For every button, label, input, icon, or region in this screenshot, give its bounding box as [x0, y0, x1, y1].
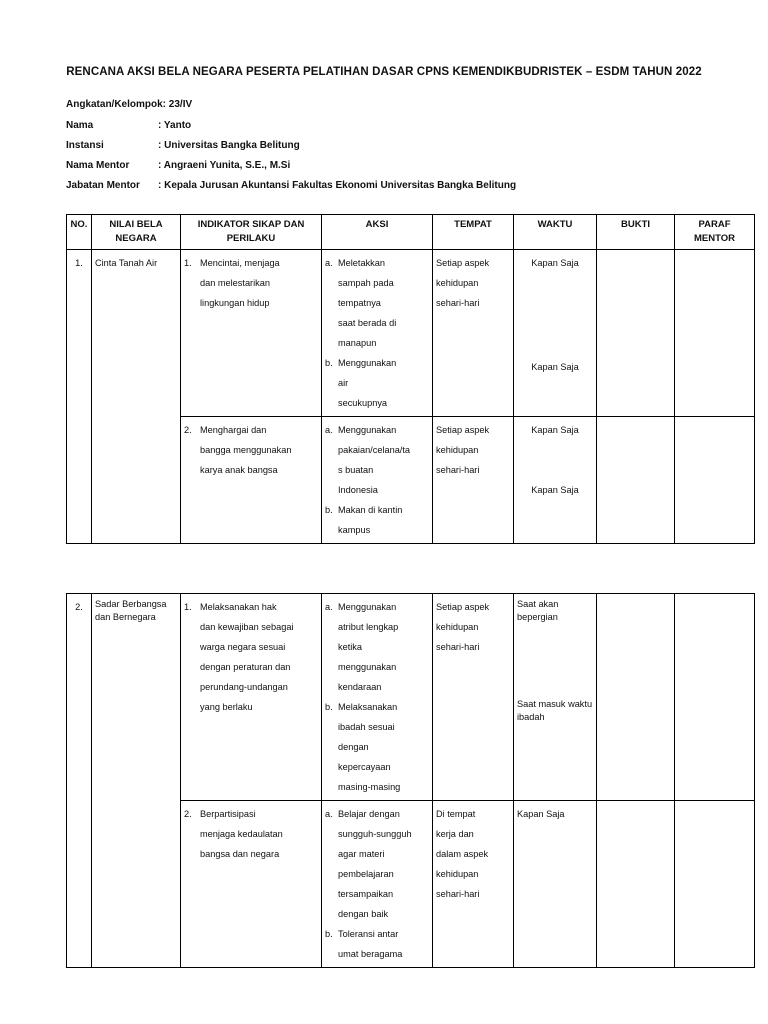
header-tempat: TEMPAT — [433, 215, 514, 250]
header-no: NO. — [67, 215, 92, 250]
indikator-cell: 1. Melaksanakan hak dan kewajiban sebagai warga negara sesuai dengan peraturan dan perundang-undangan yang berlaku — [181, 594, 322, 801]
action-plan-table-2 — [66, 593, 755, 968]
paraf-cell — [675, 801, 755, 968]
waktu-cell: Kapan Saja Kapan Saja — [514, 250, 597, 417]
nama-line — [66, 120, 191, 131]
aksi-cell: a. Belajar dengan sungguh-sungguh agar materi pembelajaran tersampaikan dengan baik b. Toleransi antar umat beragama — [322, 801, 433, 968]
instansi-line — [66, 140, 300, 151]
row-number: 2. — [67, 594, 92, 968]
tempat-cell: Di tempat kerja dan dalam aspek kehidupan sehari-hari — [433, 801, 514, 968]
bukti-cell — [597, 801, 675, 968]
action-plan-table-1 — [66, 214, 755, 544]
header-aksi: AKSI — [322, 215, 433, 250]
header-nilai: NILAI BELA NEGARA — [92, 215, 181, 250]
tempat-cell: Setiap aspek kehidupan sehari-hari — [433, 250, 514, 417]
table-row — [67, 594, 755, 801]
mentor-value: : Angraeni Yunita, S.E., M.Si — [158, 160, 291, 171]
mentor-label: Nama Mentor — [66, 160, 130, 171]
indikator-cell: 2. Berpartisipasi menjaga kedaulatan bangsa dan negara — [181, 801, 322, 968]
tempat-cell: Setiap aspek kehidupan sehari-hari — [433, 417, 514, 544]
bukti-cell — [597, 594, 675, 801]
bukti-cell — [597, 250, 675, 417]
paraf-cell — [675, 417, 755, 544]
nilai-cell: Sadar Berbangsa dan Bernegara — [92, 594, 181, 968]
paraf-cell — [675, 250, 755, 417]
tempat-cell: Setiap aspek kehidupan sehari-hari — [433, 594, 514, 801]
nilai-cell: Cinta Tanah Air — [92, 250, 181, 544]
instansi-value: : Universitas Bangka Belitung — [158, 140, 300, 151]
indikator-cell: 2. Menghargai dan bangga menggunakan karya anak bangsa — [181, 417, 322, 544]
instansi-label: Instansi — [66, 140, 104, 151]
table-header-row — [67, 215, 755, 250]
row-number: 1. — [67, 250, 92, 544]
waktu-cell: Kapan Saja Kapan Saja — [514, 417, 597, 544]
jabatan-label: Jabatan Mentor — [66, 180, 140, 191]
angkatan-line: Angkatan/Kelompok: 23/IV — [66, 99, 193, 110]
waktu-cell: Saat akan bepergian Saat masuk waktu ibadah — [514, 594, 597, 801]
nama-value: : Yanto — [158, 120, 192, 131]
paraf-cell — [675, 594, 755, 801]
jabatan-line — [66, 180, 516, 191]
aksi-cell: a. Menggunakan atribut lengkap ketika menggunakan kendaraan b. Melaksanakan ibadah sesuai dengan kepercayaan masing-masing — [322, 594, 433, 801]
table-row — [67, 250, 755, 417]
aksi-cell: a. Menggunakan pakaian/celana/ta s buatan Indonesia b. Makan di kantin kampus — [322, 417, 433, 544]
header-paraf: PARAF MENTOR — [675, 215, 755, 250]
nama-label: Nama — [66, 120, 94, 131]
mentor-line — [66, 160, 290, 171]
jabatan-value: : Kepala Jurusan Akuntansi Fakultas Ekonomi Universitas Bangka Belitung — [158, 180, 517, 191]
bukti-cell — [597, 417, 675, 544]
indikator-cell: 1. Mencintai, menjaga dan melestarikan lingkungan hidup — [181, 250, 322, 417]
header-waktu: WAKTU — [514, 215, 597, 250]
waktu-cell: Kapan Saja — [514, 801, 597, 968]
header-indikator: INDIKATOR SIKAP DAN PERILAKU — [181, 215, 322, 250]
document-title: RENCANA AKSI BELA NEGARA PESERTA PELATIHAN DASAR CPNS KEMENDIKBUDRISTEK – ESDM TAHUN 2022 — [66, 66, 702, 78]
aksi-cell: a. Meletakkan sampah pada tempatnya saat berada di manapun b. Menggunakan air secukupnya — [322, 250, 433, 417]
header-bukti: BUKTI — [597, 215, 675, 250]
